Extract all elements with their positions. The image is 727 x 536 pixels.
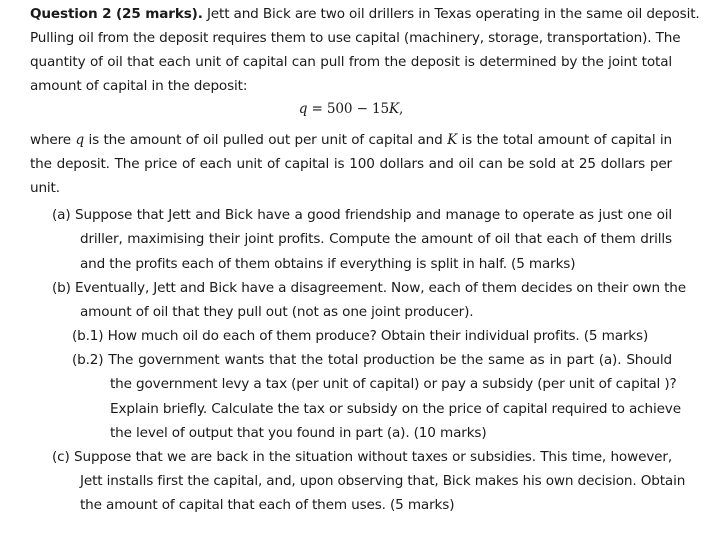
where-text-b: is the amount of oil pulled out per unit of capital and <box>84 132 448 148</box>
part-c-line-3: the amount of capital that each of them uses. (5 marks) <box>80 497 455 513</box>
intro-text: Jett and Bick are two oil drillers in Texas operating in the same oil deposit. <box>206 6 700 22</box>
where-line-3: unit. <box>30 180 60 196</box>
equation-lhs: q <box>298 101 308 117</box>
where-var-K: K <box>447 132 458 148</box>
part-a-line-1: (a) Suppose that Jett and Bick have a good friendship and manage to operate as just one oil <box>52 207 672 223</box>
part-b-line-2: amount of oil that they pull out (not as one joint producer). <box>80 304 474 320</box>
part-c-line-2: Jett installs first the capital, and, upon observing that, Bick makes his own decision. Obtain <box>80 473 686 489</box>
part-b-line-1: (b) Eventually, Jett and Bick have a disagreement. Now, each of them decides on their own the <box>52 280 686 296</box>
part-a-line-3: and the profits each of them obtains if everything is split in half. (5 marks) <box>80 256 576 272</box>
part-b2-line-2: the government levy a tax (per unit of capital) or pay a subsidy (per unit of capital )? <box>110 376 677 392</box>
part-b2-line-1: (b.2) The government wants that the total production be the same as in part (a). Should <box>72 352 672 368</box>
equation-tail: , <box>399 101 404 117</box>
equation-rhs: = 500 − 15 <box>307 101 390 117</box>
intro-line-1 <box>30 6 700 22</box>
where-line-2: the deposit. The price of each unit of capital is 100 dollars and oil can be sold at 25 dollars per <box>30 156 672 172</box>
where-text-a: where <box>30 132 76 148</box>
part-b1-line-1: (b.1) How much oil do each of them produce? Obtain their individual profits. (5 marks) <box>72 328 649 344</box>
part-b2-line-4: the level of output that you found in part (a). (10 marks) <box>110 425 487 441</box>
where-var-q: q <box>75 132 85 148</box>
part-a-line-2: driller, maximising their joint profits. Compute the amount of oil that each of them drills <box>80 231 672 247</box>
equation-var: K <box>389 101 400 117</box>
intro-line-4: amount of capital in the deposit: <box>30 78 248 94</box>
where-line-1 <box>30 132 672 148</box>
part-c-line-1: (c) Suppose that we are back in the situation without taxes or subsidies. This time, however, <box>52 449 672 465</box>
intro-line-3: quantity of oil that each unit of capital can pull from the deposit is determined by the joint total <box>30 54 672 70</box>
equation <box>30 101 672 117</box>
intro-line-2: Pulling oil from the deposit requires them to use capital (machinery, storage, transportation). The <box>30 30 681 46</box>
where-text-c: is the total amount of capital in <box>457 132 672 148</box>
part-b2-line-3: Explain briefly. Calculate the tax or subsidy on the price of capital required to achieve <box>110 401 681 417</box>
question-heading: Question 2 (25 marks). <box>30 6 203 22</box>
